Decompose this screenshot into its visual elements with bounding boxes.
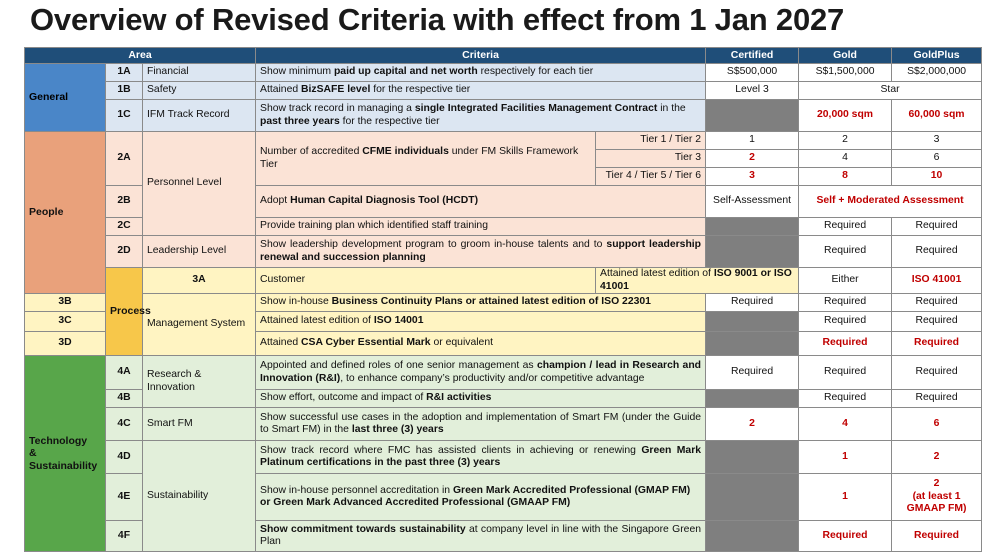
criteria-text: Show minimum paid up capital and net worth respectively for each tier	[256, 64, 706, 82]
tier-label: Tier 3	[596, 150, 706, 168]
criteria-text: Show track record where FMC has assisted clients in achieving or renewing Green Mark Platinum certifications in the past three (3) years	[256, 441, 706, 474]
table-row	[25, 408, 982, 441]
goldplus-value: 60,000 sqm	[892, 100, 982, 132]
row-code: 4C	[106, 408, 143, 441]
table-row	[25, 82, 982, 100]
row-code: 2B	[106, 186, 143, 218]
table-row	[25, 64, 982, 82]
gold-value: Required	[799, 294, 892, 312]
gold-value: Required	[799, 332, 892, 356]
goldplus-value: 2	[892, 441, 982, 474]
gold-value: Required	[799, 356, 892, 390]
goldplus-value: Required	[892, 521, 982, 552]
goldplus-value: 2 (at least 1 GMAAP FM)	[892, 474, 982, 521]
criteria-text: Attained latest edition of ISO 14001	[256, 312, 706, 332]
goldplus-value: Required	[892, 356, 982, 390]
row-code: 3B	[25, 294, 106, 312]
table-row	[25, 294, 982, 312]
tier-label: Tier 4 / Tier 5 / Tier 6	[596, 168, 706, 186]
area-technology-sustainability: Technology & Sustainability	[25, 356, 106, 552]
gold-value: Required	[799, 236, 892, 268]
criteria-text: Show track record in managing a single Integrated Facilities Management Contract in the past three years for the respective tier	[256, 100, 706, 132]
goldplus-value: 6	[892, 150, 982, 168]
criteria-text: Attained CSA Cyber Essential Mark or equivalent	[256, 332, 706, 356]
sub-area: Leadership Level	[143, 236, 256, 268]
certified-value: 2	[706, 408, 799, 441]
goldplus-value: Required	[892, 390, 982, 408]
sub-area: Management System	[143, 294, 256, 356]
certified-value: 3	[706, 168, 799, 186]
gold-value: S$1,500,000	[799, 64, 892, 82]
gold-value: 20,000 sqm	[799, 100, 892, 132]
goldplus-value: Required	[892, 312, 982, 332]
goldplus-value: 6	[892, 408, 982, 441]
row-code: 2A	[106, 132, 143, 186]
sub-area: Research & Innovation	[143, 356, 256, 408]
criteria-text: Adopt Human Capital Diagnosis Tool (HCDT)	[256, 186, 706, 218]
goldplus-value: Required	[892, 294, 982, 312]
row-code: 3A	[143, 268, 256, 294]
goldplus-value: S$2,000,000	[892, 64, 982, 82]
table-row	[25, 441, 982, 474]
criteria-text: Show effort, outcome and impact of R&I activities	[256, 390, 706, 408]
header-goldplus: GoldPlus	[892, 48, 982, 64]
not-applicable-cell	[706, 312, 799, 332]
page-title: Overview of Revised Criteria with effect from 1 Jan 2027	[30, 2, 845, 37]
sub-area: Smart FM	[143, 408, 256, 441]
sub-area: Customer	[256, 268, 596, 294]
sub-area: IFM Track Record	[143, 100, 256, 132]
criteria-text: Show commitment towards sustainability at company level in line with the Singapore Green Plan	[256, 521, 706, 552]
row-code: 2D	[106, 236, 143, 268]
row-code: 4B	[106, 390, 143, 408]
row-code: 2C	[106, 218, 143, 236]
certified-value: S$500,000	[706, 64, 799, 82]
row-code: 1B	[106, 82, 143, 100]
gold-value: 4	[799, 408, 892, 441]
row-code: 4E	[106, 474, 143, 521]
table-row	[25, 236, 982, 268]
criteria-text: Show in-house personnel accreditation in Green Mark Accredited Professional (GMAP FM) or Green Mark Advanced Accredited Professional (GMAAP FM)	[256, 474, 706, 521]
not-applicable-cell	[706, 218, 799, 236]
not-applicable-cell	[706, 474, 799, 521]
not-applicable-cell	[706, 521, 799, 552]
not-applicable-cell	[706, 100, 799, 132]
area-process: Process	[106, 268, 143, 356]
area-people: People	[25, 132, 106, 294]
row-code: 3C	[25, 312, 106, 332]
row-code: 3D	[25, 332, 106, 356]
criteria-text: Number of accredited CFME individuals under FM Skills Framework Tier	[256, 132, 596, 186]
not-applicable-cell	[706, 236, 799, 268]
table-row	[25, 268, 982, 294]
area-general: General	[25, 64, 106, 132]
criteria-text: Attained BizSAFE level for the respective tier	[256, 82, 706, 100]
table-row	[25, 100, 982, 132]
gold-value: 2	[799, 132, 892, 150]
certified-value: 1	[706, 132, 799, 150]
goldplus-value: 3	[892, 132, 982, 150]
goldplus-value: Required	[892, 332, 982, 356]
goldplus-value: Required	[892, 236, 982, 268]
criteria-table	[24, 47, 982, 552]
row-code: 4F	[106, 521, 143, 552]
not-applicable-cell	[706, 390, 799, 408]
sub-area: Safety	[143, 82, 256, 100]
not-applicable-cell	[706, 441, 799, 474]
criteria-text: Provide training plan which identified staff training	[256, 218, 706, 236]
criteria-text: Show leadership development program to groom in-house talents and to support leadership renewal and succession planning	[256, 236, 706, 268]
certified-value: Level 3	[706, 82, 799, 100]
gold-value: Required	[799, 390, 892, 408]
goldplus-value: 10	[892, 168, 982, 186]
table-row	[25, 132, 982, 150]
certified-value: Either	[799, 268, 892, 294]
table-header-row	[25, 48, 982, 64]
criteria-text: Show in-house Business Continuity Plans or attained latest edition of ISO 22301	[256, 294, 706, 312]
goldplus-value: Required	[892, 218, 982, 236]
gold-goldplus-value: Star	[799, 82, 982, 100]
gold-value: 1	[799, 441, 892, 474]
row-code: 4D	[106, 441, 143, 474]
gold-value: Required	[799, 312, 892, 332]
gold-value: Required	[799, 521, 892, 552]
tier-label: Tier 1 / Tier 2	[596, 132, 706, 150]
row-code: 4A	[106, 356, 143, 390]
sub-area: Sustainability	[143, 441, 256, 552]
header-criteria: Criteria	[256, 48, 706, 64]
row-code: 1C	[106, 100, 143, 132]
not-applicable-cell	[706, 332, 799, 356]
criteria-text: Appointed and defined roles of one senior management as champion / lead in Research and Innovation (R&I), to enhance company’s productivity and/or competitive advantage	[256, 356, 706, 390]
gold-value: 4	[799, 150, 892, 168]
certified-value: Self-Assessment	[706, 186, 799, 218]
header-gold: Gold	[799, 48, 892, 64]
gold-value: 8	[799, 168, 892, 186]
gold-value: Required	[799, 218, 892, 236]
table-row	[25, 356, 982, 390]
sub-area: Personnel Level	[143, 132, 256, 236]
criteria-text: Attained latest edition of ISO 9001 or ISO 41001	[596, 268, 799, 294]
gold-goldplus-value: ISO 41001	[892, 268, 982, 294]
certified-value: Required	[706, 294, 799, 312]
criteria-text: Show successful use cases in the adoption and implementation of Smart FM (under the Guide to Smart FM) in the last three (3) years	[256, 408, 706, 441]
certified-value: 2	[706, 150, 799, 168]
header-certified: Certified	[706, 48, 799, 64]
certified-value: Required	[706, 356, 799, 390]
gold-value: 1	[799, 474, 892, 521]
sub-area: Financial	[143, 64, 256, 82]
row-code: 1A	[106, 64, 143, 82]
gold-goldplus-value: Self + Moderated Assessment	[799, 186, 982, 218]
header-area: Area	[25, 48, 256, 64]
